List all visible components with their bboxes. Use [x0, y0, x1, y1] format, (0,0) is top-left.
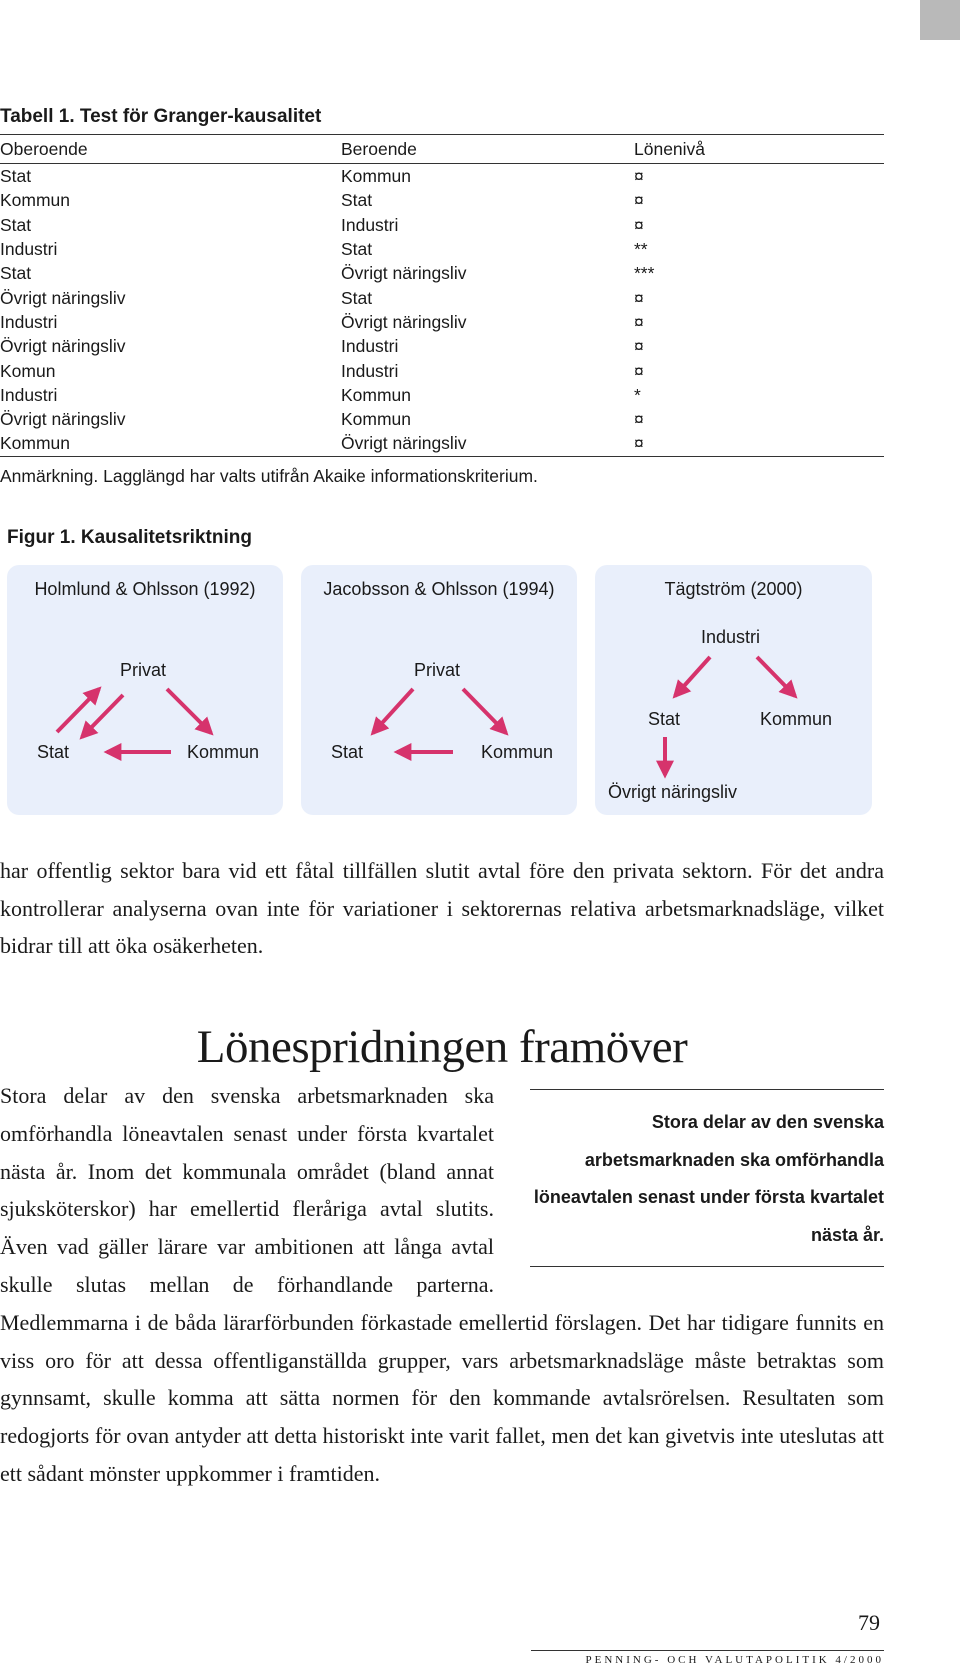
header-dependent: Beroende — [341, 135, 634, 164]
cell-dependent: Övrigt näringsliv — [341, 311, 467, 332]
figure-panel-jacobsson — [301, 565, 577, 815]
table-row — [0, 431, 884, 456]
node-stat: Stat — [331, 742, 364, 762]
table-row — [0, 164, 884, 189]
table-row — [0, 383, 884, 407]
cell-significance: ¤ — [634, 360, 644, 381]
cell-dependent: Stat — [341, 239, 373, 260]
panel-arrows — [301, 565, 577, 815]
arrow-privat-to-stat — [373, 689, 413, 733]
node-privat: Privat — [414, 660, 461, 680]
granger-table-container — [0, 134, 884, 457]
node-industri: Industri — [701, 627, 761, 647]
table-title: Tabell 1. Test för Granger-kausalitet — [0, 106, 322, 127]
arrow-privat-to-kommun — [167, 689, 211, 733]
node-stat: Stat — [648, 709, 681, 729]
paragraph-intro: har offentlig sektor bara vid ett fåtal tillfällen slutit avtal före den privata sektorn. För det andra kontrollerar analyserna ovan inte för variationer i sektorernas relativa arbetsmarknadsläge, vilket bidrar till att öka osäkerheten. — [0, 858, 884, 958]
node-kommun: Kommun — [481, 742, 554, 762]
cell-significance: ¤ — [634, 409, 644, 430]
cell-dependent: Stat — [341, 190, 373, 211]
table-row — [0, 261, 884, 285]
cell-significance: ¤ — [634, 214, 644, 235]
table-row — [0, 237, 884, 261]
footer-rule — [531, 1650, 884, 1651]
cell-significance: *** — [634, 263, 655, 284]
figure-title: Figur 1. Kausalitetsriktning — [7, 527, 252, 548]
cell-dependent: Industri — [341, 214, 399, 235]
cell-independent: Industri — [0, 311, 58, 332]
panel-title: Holmlund & Ohlsson (1992) — [34, 579, 256, 599]
table-row — [0, 285, 884, 309]
arrow-industri-to-kommun — [757, 657, 795, 696]
table-row — [0, 407, 884, 431]
cell-independent: Övrigt näringsliv — [0, 287, 126, 308]
arrow-industri-to-stat — [675, 657, 710, 696]
section-title: Lönespridningen framöver — [196, 1021, 688, 1073]
node-ovrigt-naringsliv: Övrigt näringsliv — [608, 782, 738, 802]
header-wage-level: Lönenivå — [634, 135, 884, 164]
arrow-privat-to-kommun — [463, 689, 506, 733]
node-privat: Privat — [120, 660, 167, 680]
cell-independent: Övrigt näringsliv — [0, 336, 126, 357]
cell-dependent: Kommun — [341, 166, 412, 187]
cell-independent: Stat — [0, 214, 32, 235]
node-kommun: Kommun — [760, 709, 833, 729]
table-row — [0, 188, 884, 212]
table-note: Anmärkning. Lagglängd har valts utifrån Akaike informationskriterium. — [0, 466, 538, 486]
cell-independent: Kommun — [0, 431, 341, 456]
cell-dependent: Industri — [341, 336, 399, 357]
paragraph-main — [0, 1077, 884, 1493]
cell-significance: * — [634, 384, 641, 405]
cell-dependent: Övrigt näringsliv — [341, 263, 467, 284]
cell-significance: ¤ — [634, 431, 884, 456]
panel-title: Jacobsson & Ohlsson (1994) — [323, 579, 555, 599]
journal-footer: PENNING- OCH VALUTAPOLITIK 4/2000 — [585, 1654, 884, 1666]
header-independent: Oberoende — [0, 135, 341, 164]
node-kommun: Kommun — [187, 742, 260, 762]
page-number: 79 — [858, 1610, 880, 1635]
cell-significance: ¤ — [634, 311, 644, 332]
cell-dependent: Stat — [341, 287, 373, 308]
panel-arrows — [595, 565, 872, 815]
panel-title: Tägtström (2000) — [664, 579, 803, 599]
cell-independent: Kommun — [0, 190, 71, 211]
panel-arrows — [7, 565, 283, 815]
table-row — [0, 334, 884, 358]
table-row — [0, 213, 884, 237]
granger-table — [0, 134, 884, 457]
cell-dependent: Övrigt näringsliv — [341, 431, 634, 456]
paragraph-main-text: Stora delar av den svenska arbetsmarknaden ska omförhandla löneavtalen senast under första kvartalet nästa år. Inom det kommunala området (bland annat sjuksköterskor) har emellertid fleråriga avtal slutits. Även vad gäller lärare var ambitionen att långa avtal skulle slutas mellan de förhandlande parterna. Medlemmarna i de båda lärarförbunden förkastade emellertid förslagen. Det har tidigare funnits en viss oro för att dessa offentliganställda grupper, vars arbetsmarknadsläge måste betraktas som gynnsamt, skulle komma att sätta normen för den kommande avtalsrörelsen. Resultaten som redogjorts för ovan antyder att detta historiskt inte varit fallet, men det kan givetvis inte uteslutas att ett sådant mönster uppkommer i framtiden. — [0, 1083, 884, 1486]
corner-marker — [920, 0, 960, 40]
figure-panel-holmlund — [7, 565, 283, 815]
cell-dependent: Kommun — [341, 384, 412, 405]
node-stat: Stat — [37, 742, 70, 762]
cell-dependent: Industri — [341, 360, 399, 381]
cell-significance: ¤ — [634, 336, 644, 357]
figure-panel-tagtstrom — [595, 565, 872, 815]
pull-quote: Stora delar av den svenska arbetsmarknaden ska omförhandla löneavtalen senast under första kvartalet nästa år. — [530, 1089, 884, 1267]
cell-independent: Stat — [0, 263, 32, 284]
cell-independent: Komun — [0, 360, 56, 381]
cell-dependent: Kommun — [341, 409, 412, 430]
cell-significance: ¤ — [634, 166, 644, 187]
cell-independent: Stat — [0, 166, 32, 187]
table-header-row — [0, 135, 884, 164]
table-row — [0, 358, 884, 382]
table-row — [0, 310, 884, 334]
cell-significance: ¤ — [634, 287, 644, 308]
cell-significance: ¤ — [634, 190, 644, 211]
cell-independent: Industri — [0, 239, 58, 260]
cell-independent: Industri — [0, 384, 58, 405]
cell-significance: ** — [634, 239, 648, 260]
cell-independent: Övrigt näringsliv — [0, 409, 126, 430]
